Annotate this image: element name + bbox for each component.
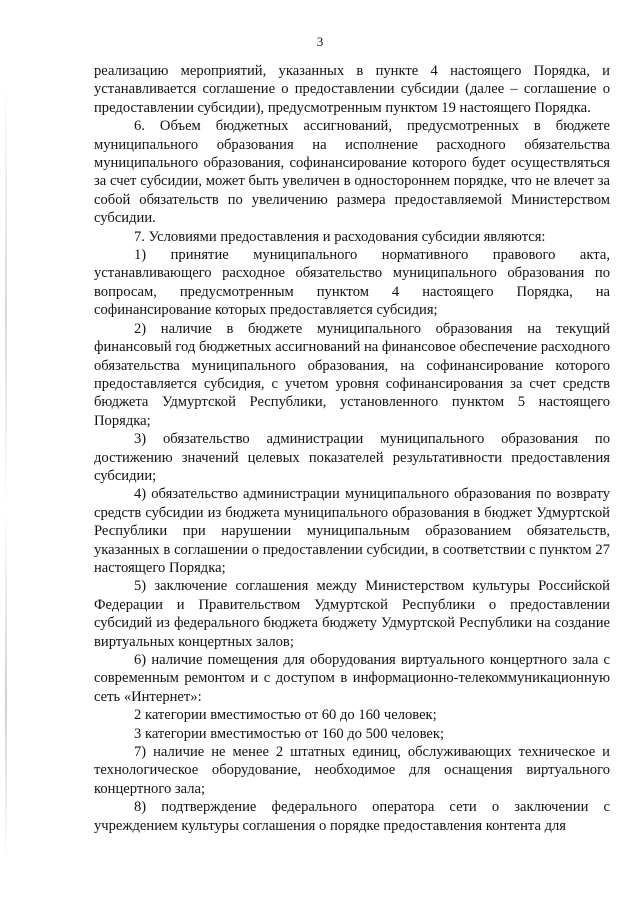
condition-8: 8) подтверждение федерального оператора сети о заключении с учреждением культуры соглашения о порядке предоставления контента для — [94, 799, 610, 834]
condition-4: 4) обязательство администрации муниципального образования по возврату средств субсидии из бюджета муниципального образования в бюджет Удмуртской Республики при нарушении муниципальным образованием обязательств, указанных в соглашении о предоставлении субсидии, в соответствии с пунктом 27 настоящего Порядка; — [94, 486, 610, 576]
scan-edge-shadow — [5, 80, 7, 860]
condition-2: 2) наличие в бюджете муниципального образования на текущий финансовый год бюджетных ассигнований на финансовое обеспечение расходного обязательства муниципального образования, на софинансирование которого предоставляется субсидия, с учетом уровня софинансирования за счет средств бюджета Удмуртской Республики, установленного пунктом 5 настоящего Порядка; — [94, 320, 610, 429]
paragraph-item-6: 6. Объем бюджетных ассигнований, предусмотренных в бюджете муниципального образования на исполнение расходного обязательства муниципального образования, софинансирование которого будет осуществляться за счет субсидии, может быть увеличен в одностороннем порядке, что не влечет за собой обязательств по увеличению размера предоставляемой Министерством субсидии. — [94, 118, 610, 227]
condition-5: 5) заключение соглашения между Министерством культуры Российской Федерации и Правительством Удмуртской Республики о предоставлении субсидий из федерального бюджета бюджету Удмуртской Республики на создание виртуальных концертных залов; — [94, 578, 610, 650]
condition-6: 6) наличие помещения для оборудования виртуального концертного зала с современным ремонтом и с доступом в информационно-телекоммуникационную сеть «Интернет»: — [94, 652, 610, 705]
paragraph-continuation: реализацию мероприятий, указанных в пункте 4 настоящего Порядка, и устанавливается соглашение о предоставлении субсидии (далее – соглашение о предоставлении субсидии), предусмотренным пунктом 19 настоящего Порядка. — [94, 63, 610, 116]
category-3-line: 3 категории вместимостью от 160 до 500 человек; — [134, 725, 444, 742]
document-body — [94, 62, 610, 835]
category-2-line: 2 категории вместимостью от 60 до 160 человек; — [134, 707, 437, 724]
paragraph-item-7: 7. Условиями предоставления и расходования субсидии являются: — [134, 228, 546, 245]
condition-1: 1) принятие муниципального нормативного правового акта, устанавливающего расходное обязательство муниципального образования по вопросам, предусмотренным пунктом 4 настоящего Порядка, на софинансирование которых предоставляется субсидия; — [94, 247, 610, 319]
condition-7: 7) наличие не менее 2 штатных единиц, обслуживающих техническое и технологическое оборудование, необходимое для оснащения виртуального концертного зала; — [94, 744, 610, 797]
page-number: 3 — [316, 34, 324, 49]
condition-3: 3) обязательство администрации муниципального образования по достижению значений целевых показателей результативности предоставления субсидии; — [94, 431, 610, 484]
